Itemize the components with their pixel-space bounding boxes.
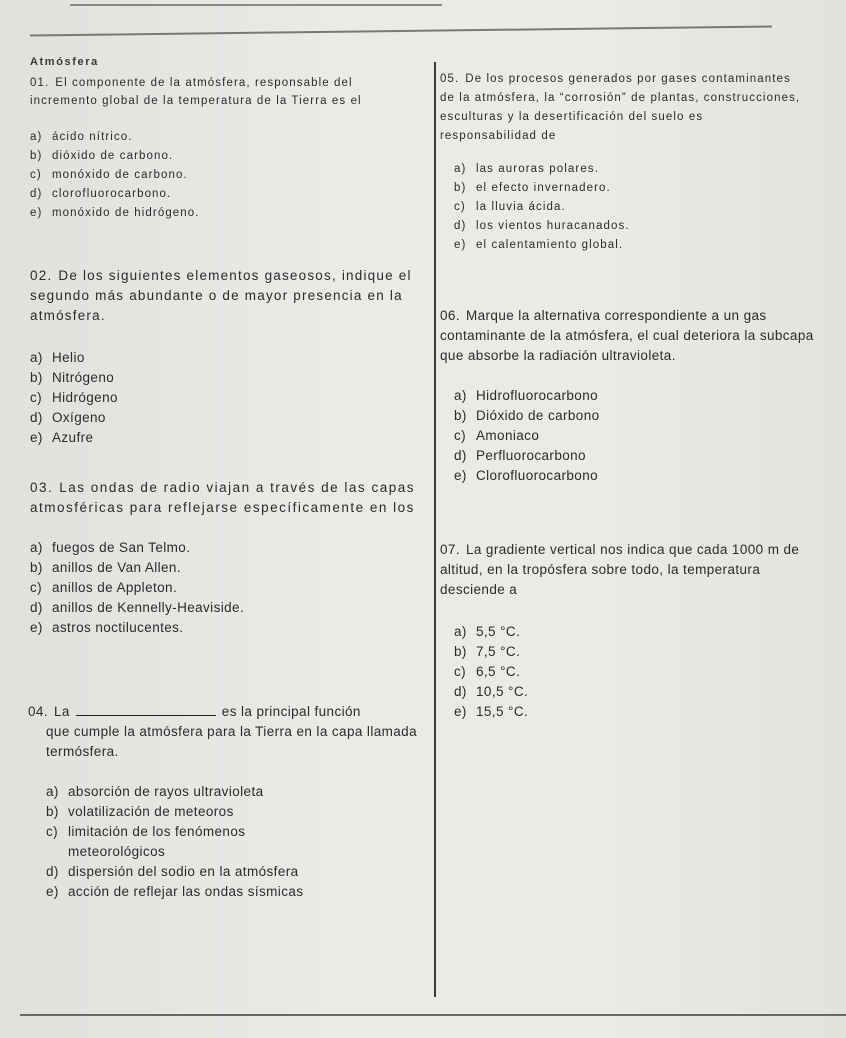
option-b[interactable]: b) anillos de Van Allen. <box>30 560 181 575</box>
options-list <box>28 782 428 902</box>
option-c[interactable]: c) limitación de los fenómenos <box>46 824 246 839</box>
question-stem: que cumple la atmósfera para la Tierra en la capa llamada termósfera. <box>46 724 417 759</box>
options-list <box>30 128 410 223</box>
question-04: 04. La es la principal función que cumple la atmósfera para la Tierra en la capa llamada termósfera. a) absorción de rayos ultravioleta b) volatilización de meteoros c) limitación de los fenómenos meteorológicos d) dispersión del sodio en la atmósfera e) acción de reflejar las ondas sísmicas <box>28 702 428 902</box>
option-a[interactable]: a) Helio <box>30 350 85 365</box>
options-list <box>30 348 420 448</box>
option-d[interactable]: d) anillos de Kennelly-Heaviside. <box>30 600 245 615</box>
question-07 <box>440 540 826 722</box>
question-number: 04. <box>28 704 48 719</box>
option-b[interactable]: b) Dióxido de carbono <box>454 408 600 423</box>
option-d[interactable]: d) Perfluorocarbono <box>454 448 586 463</box>
options-list <box>30 538 420 638</box>
top-scribble-2 <box>352 0 442 6</box>
option-a[interactable]: a) absorción de rayos ultravioleta <box>46 784 264 799</box>
column-divider <box>434 62 436 997</box>
option-d[interactable]: d) dispersión del sodio en la atmósfera <box>46 864 299 879</box>
question-number: 05. <box>440 73 460 85</box>
option-c[interactable]: c) Hidrógeno <box>30 390 118 405</box>
question-stem: El componente de la atmósfera, responsable del incremento global de la temperatura de la Tierra es el <box>30 77 362 107</box>
option-d[interactable]: d) los vientos huracanados. <box>454 220 630 232</box>
option-c[interactable]: c) anillos de Appleton. <box>30 580 178 595</box>
question-stem: Las ondas de radio viajan a través de las capas atmosféricas para reflejarse específicamente en los <box>30 480 415 515</box>
option-b[interactable]: b) el efecto invernadero. <box>454 182 611 194</box>
question-stem: De los procesos generados por gases contaminantes de la atmósfera, la “corrosión” de plantas, construcciones, esculturas y la desertificación del suelo es responsabilidad de <box>440 73 801 142</box>
option-a[interactable]: a) 5,5 °C. <box>454 624 521 639</box>
options-list <box>440 386 826 486</box>
option-b[interactable]: b) 7,5 °C. <box>454 644 521 659</box>
option-c[interactable]: c) la lluvia ácida. <box>454 201 566 213</box>
option-d[interactable]: d) Oxígeno <box>30 410 106 425</box>
option-c[interactable]: c) monóxido de carbono. <box>30 169 188 181</box>
option-b[interactable]: b) volatilización de meteoros <box>46 804 234 819</box>
question-02 <box>30 266 420 448</box>
option-e[interactable]: e) Clorofluorocarbono <box>454 468 599 483</box>
option-e[interactable]: e) el calentamiento global. <box>454 239 624 251</box>
question-number: 07. <box>440 542 460 557</box>
option-a[interactable]: a) ácido nítrico. <box>30 131 133 143</box>
option-d[interactable]: d) 10,5 °C. <box>454 684 529 699</box>
question-stem: Marque la alternativa correspondiente a un gas contaminante de la atmósfera, el cual deteriora la subcapa que absorbe la radiación ultravioleta. <box>440 308 814 363</box>
options-list <box>440 622 826 722</box>
question-number: 06. <box>440 308 460 323</box>
option-e[interactable]: e) astros noctilucentes. <box>30 620 184 635</box>
option-a[interactable]: a) Hidrofluorocarbono <box>454 388 599 403</box>
option-a[interactable]: a) las auroras polares. <box>454 163 599 175</box>
question-01 <box>30 74 410 223</box>
option-b[interactable]: b) Nitrógeno <box>30 370 115 385</box>
section-title: Atmósfera <box>30 56 99 68</box>
question-stem: La gradiente vertical nos indica que cada 1000 m de altitud, en la tropósfera sobre todo, la temperatura desciende a <box>440 542 800 597</box>
question-number: 01. <box>30 77 50 89</box>
option-a[interactable]: a) fuegos de San Telmo. <box>30 540 191 555</box>
answer-blank[interactable] <box>76 703 216 716</box>
option-e[interactable]: e) acción de reflejar las ondas sísmicas <box>46 884 304 899</box>
question-06 <box>440 306 826 486</box>
option-c[interactable]: c) Amoniaco <box>454 428 540 443</box>
question-number: 02. <box>30 268 53 283</box>
option-c[interactable]: c) 6,5 °C. <box>454 664 521 679</box>
question-05 <box>440 70 802 255</box>
section-header <box>30 56 430 68</box>
header-rule <box>30 25 772 36</box>
footer-rule <box>20 1014 846 1016</box>
option-e[interactable]: e) 15,5 °C. <box>454 704 529 719</box>
option-c-continued: meteorológicos <box>68 844 166 859</box>
options-list <box>440 160 802 255</box>
question-stem: De los siguientes elementos gaseosos, indique el segundo más abundante o de mayor presencia en la atmósfera. <box>30 268 412 323</box>
question-03 <box>30 478 420 638</box>
option-d[interactable]: d) clorofluorocarbono. <box>30 188 172 200</box>
option-e[interactable]: e) monóxido de hidrógeno. <box>30 207 200 219</box>
option-e[interactable]: e) Azufre <box>30 430 94 445</box>
option-b[interactable]: b) dióxido de carbono. <box>30 150 174 162</box>
question-number: 03. <box>30 480 54 495</box>
